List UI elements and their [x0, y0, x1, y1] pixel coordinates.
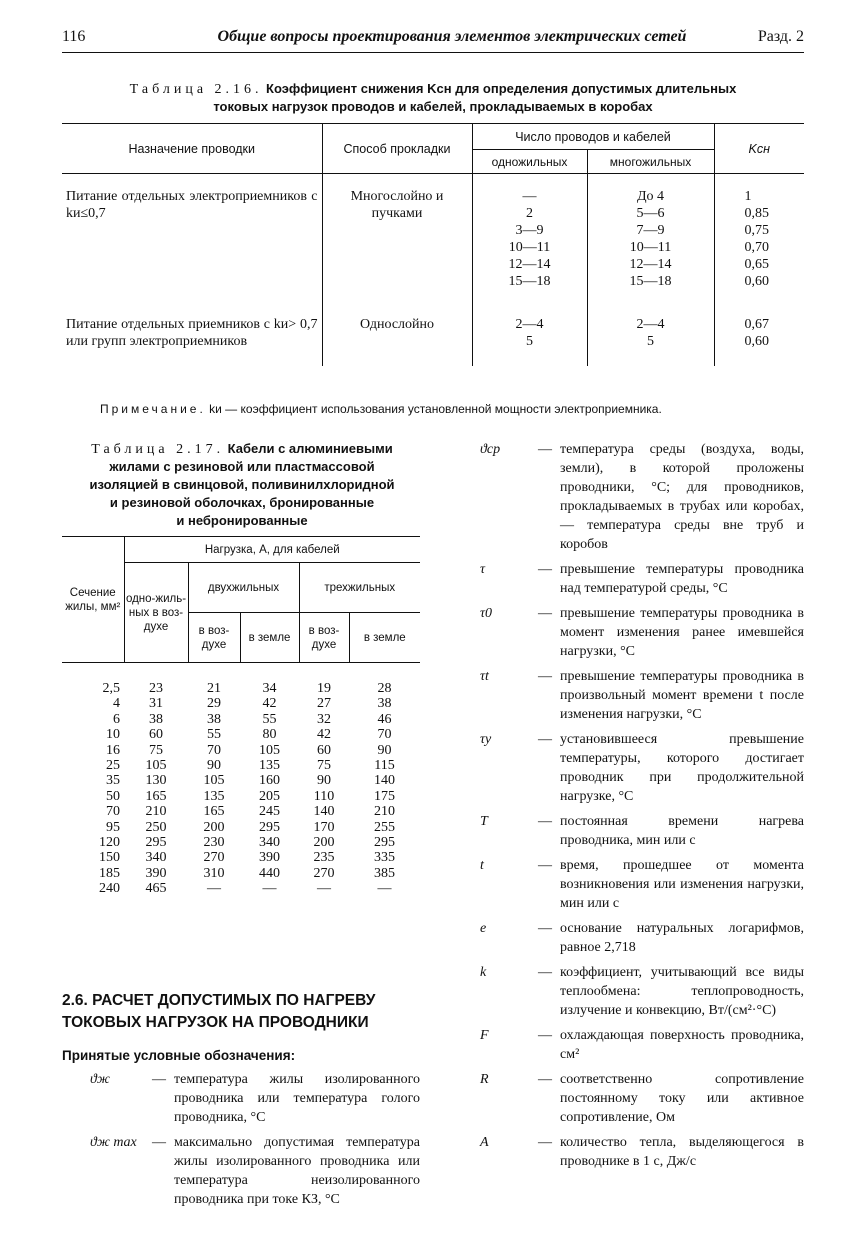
definition-text: основание натуральных логарифмов, равное 2,718: [560, 921, 804, 955]
definition-item: [62, 1070, 420, 1127]
cell-value: 165: [145, 788, 167, 804]
definition-symbol: e: [480, 921, 487, 936]
cell-value: 200: [313, 835, 335, 851]
cell-section: 2,5: [102, 681, 120, 696]
definition-item: [480, 856, 804, 913]
header-triple: трехжильных: [299, 563, 420, 613]
header-air: в воз-духе: [299, 613, 349, 663]
table-row: [62, 712, 420, 727]
table-216-title-line2: токовых нагрузок проводов и кабелей, прокладываемых в коробах: [213, 99, 653, 114]
cell-value: 255: [374, 819, 395, 835]
cell-value: 38: [149, 711, 163, 727]
definition-symbol: t: [480, 858, 484, 873]
cell-value: 105: [259, 742, 280, 758]
definition-item: [480, 963, 804, 1020]
dash-separator: —: [538, 921, 552, 936]
cell-value: —: [262, 881, 277, 897]
table-row: [62, 820, 420, 835]
definition-symbol: F: [480, 1028, 489, 1043]
cell-section: 240: [99, 881, 120, 897]
cell-value: 70: [207, 742, 221, 758]
dash-separator: —: [152, 1135, 166, 1150]
header-air: в воз-духе: [188, 613, 240, 663]
cell-value: 90: [377, 742, 392, 758]
left-definitions: [62, 1070, 420, 1215]
table-217-title-line: изоляцией в свинцовой, поливинилхлоридной: [89, 477, 395, 492]
cell-value: 90: [207, 758, 221, 774]
table-217-title-line: и небронированные: [176, 513, 308, 528]
table-row: [62, 174, 804, 303]
definition-symbol: R: [480, 1072, 489, 1087]
cell-value: 200: [203, 819, 225, 835]
cell-value: 210: [374, 804, 395, 820]
table-row: [62, 773, 420, 788]
cell-k: 1 0,85 0,75 0,70 0,65 0,60: [744, 189, 769, 289]
cell-value: 70: [377, 727, 392, 743]
cell-value: —: [317, 881, 331, 897]
cell-multi: До 4 5—6 7—9 10—11 12—14 15—18: [587, 174, 714, 303]
dash-separator: —: [538, 732, 552, 747]
cell-value: 23: [149, 681, 163, 696]
cell-value: 38: [207, 711, 221, 727]
cell-value: —: [377, 881, 392, 897]
dash-separator: —: [538, 1028, 552, 1043]
cell-value: 140: [313, 804, 335, 820]
definition-item: [480, 440, 804, 554]
cell-value: 440: [259, 865, 280, 881]
definition-text: время, прошедшее от момента возникновения или изменения нагрузки, мин или с: [560, 858, 804, 911]
cell-value: 55: [207, 727, 221, 743]
table-row: [62, 866, 420, 881]
table-217-title-line: и резиновой оболочках, бронированные: [109, 495, 375, 510]
definition-text: охлаждающая поверхность проводника, см²: [560, 1028, 804, 1062]
cell-value: 165: [203, 804, 225, 820]
definition-symbol: k: [480, 965, 487, 980]
cell-method: Однослойно: [322, 302, 472, 366]
definition-item: [480, 730, 804, 806]
cell-value: 170: [313, 819, 335, 835]
cell-purpose: Питание отдельных электроприемников с kи≤0,7: [62, 174, 322, 303]
cell-value: —: [207, 881, 221, 897]
dash-separator: —: [538, 562, 552, 577]
cell-section: 25: [106, 758, 120, 774]
cell-purpose: Питание отдельных приемников с kи> 0,7 или групп электроприемников: [62, 302, 322, 366]
cell-value: 270: [203, 850, 225, 866]
definition-item: [480, 1133, 804, 1171]
definition-symbol: ϑж: [90, 1072, 110, 1087]
cell-section: 50: [106, 788, 120, 804]
dash-separator: —: [538, 669, 552, 684]
cell-value: 105: [203, 773, 225, 789]
header-ground: в земле: [240, 613, 299, 663]
cell-single: 2—4 5: [472, 302, 587, 366]
cell-multi: 2—4 5: [587, 302, 714, 366]
cell-value: 38: [377, 696, 392, 712]
dash-separator: —: [538, 606, 552, 621]
dash-separator: —: [538, 858, 552, 873]
cell-value: 295: [145, 835, 167, 851]
cell-value: 31: [149, 696, 163, 712]
definition-item: [480, 1026, 804, 1064]
dash-separator: —: [538, 1072, 552, 1087]
definition-text: максимально допустимая температура жилы изолированного проводника или температура неизолированного проводника при токе КЗ, °С: [174, 1135, 420, 1207]
cell-value: 135: [259, 758, 280, 774]
cell-value: 340: [145, 850, 167, 866]
cell-value: 140: [374, 773, 395, 789]
cell-section: 70: [106, 804, 120, 820]
definition-text: соответственно сопротивление постоянному току или активное сопротивление, Ом: [560, 1072, 804, 1125]
page-number: 116: [62, 28, 86, 45]
table-row: [62, 758, 420, 773]
table-row: [62, 727, 420, 742]
cell-section: 6: [113, 711, 120, 727]
cell-value: 32: [317, 711, 331, 727]
cell-value: 465: [145, 881, 167, 897]
page-header: [62, 28, 804, 50]
header-double: двухжильных: [188, 563, 299, 613]
cell-section: 150: [99, 850, 120, 866]
table-row: [62, 663, 420, 697]
table-216-note: [100, 402, 662, 416]
cell-value: 295: [374, 835, 395, 851]
definition-item: [480, 667, 804, 724]
cell-value: 135: [203, 788, 225, 804]
cell-section: 4: [113, 696, 120, 712]
cell-value: 335: [374, 850, 395, 866]
definition-symbol: τt: [480, 669, 489, 684]
table-216-title-line1: Коэффициент снижения Kсн для определения допустимых длительных: [266, 81, 737, 96]
definition-symbol: A: [480, 1135, 489, 1150]
header-rule: [62, 52, 804, 53]
definition-text: установившееся превышение температуры, которого достигает проводник при продолжительной нагрузке, °С: [560, 732, 804, 804]
cell-value: 205: [259, 788, 280, 804]
table-217-title-line: Кабели с алюминиевыми: [227, 441, 393, 456]
cell-value: 21: [207, 681, 221, 696]
cell-value: 19: [317, 681, 331, 696]
definition-text: температура жилы изолированного проводника или температура голого проводника, °С: [174, 1072, 420, 1125]
running-title: Общие вопросы проектирования элементов электрических сетей: [217, 28, 687, 45]
cell-value: 60: [317, 742, 331, 758]
cell-section: 185: [99, 865, 120, 881]
definition-item: [480, 560, 804, 598]
definition-text: превышение температуры проводника в момент изменения ранее имевшейся нагрузки, °С: [560, 606, 804, 659]
right-definitions: [480, 440, 804, 1177]
definition-text: постоянная времени нагрева проводника, мин или с: [560, 814, 804, 848]
cell-value: 245: [259, 804, 280, 820]
cell-value: 27: [317, 696, 331, 712]
cell-value: 270: [313, 865, 335, 881]
definition-text: коэффициент, учитывающий все виды теплообмена: теплопроводность, излучение и конвекцию, Вт/(см²·°С): [560, 965, 804, 1018]
table-216-caption: [62, 80, 804, 116]
cell-value: 55: [262, 711, 277, 727]
header-single: одно-жиль-ных в воз-духе: [124, 563, 188, 663]
definition-symbol: T: [480, 814, 488, 829]
cell-value: 310: [203, 865, 225, 881]
table-217-caption: [62, 440, 422, 530]
cell-value: 130: [145, 773, 167, 789]
cell-section: 35: [106, 773, 120, 789]
section-label: Разд. 2: [757, 28, 804, 45]
cell-value: 60: [149, 727, 163, 743]
cell-value: 75: [149, 742, 163, 758]
cell-value: 175: [374, 788, 395, 804]
cell-value: 28: [377, 681, 392, 696]
header-k: Kсн: [714, 124, 804, 174]
dash-separator: —: [538, 442, 552, 457]
cell-value: 390: [145, 865, 167, 881]
cell-section: 95: [106, 819, 120, 835]
definition-item: [480, 1070, 804, 1127]
table-row: [62, 881, 420, 896]
dash-separator: —: [152, 1072, 166, 1087]
cell-value: 42: [262, 696, 277, 712]
definition-symbol: τу: [480, 732, 492, 747]
definition-symbol: τ0: [480, 606, 493, 621]
header-method: Способ прокладки: [322, 124, 472, 174]
section-title: 2.6. РАСЧЕТ ДОПУСТИМЫХ ПО НАГРЕВУ ТОКОВЫХ НАГРУЗОК НА ПРОВОДНИКИ: [62, 992, 376, 1031]
cell-value: 250: [145, 819, 167, 835]
definition-item: [62, 1133, 420, 1209]
cell-value: 295: [259, 819, 280, 835]
table-row: [62, 743, 420, 758]
definition-text: превышение температуры проводника над температурой среды, °С: [560, 562, 804, 596]
cell-value: 210: [145, 804, 167, 820]
cell-value: 340: [259, 835, 280, 851]
definition-item: [480, 919, 804, 957]
cell-value: 385: [374, 865, 395, 881]
definition-symbol: ϑср: [480, 442, 501, 457]
definition-symbol: ϑж max: [90, 1135, 137, 1150]
cell-k: 0,67 0,60: [744, 317, 769, 349]
cell-value: 110: [313, 788, 335, 804]
header-purpose: Назначение проводки: [62, 124, 322, 174]
note-label: Примечание.: [100, 402, 206, 416]
table-row: [62, 850, 420, 865]
cell-value: 46: [377, 711, 392, 727]
cell-section: 10: [106, 727, 120, 743]
dash-separator: —: [538, 965, 552, 980]
header-ground: в земле: [349, 613, 420, 663]
cell-value: 105: [145, 758, 167, 774]
header-count: Число проводов и кабелей: [472, 124, 714, 150]
definition-text: температура среды (воздуха, воды, земли), в которой проложены проводники, °С; для проводников, прокладываемых в трубах или коробах,— температура среды вне труб и коробов: [560, 442, 804, 552]
table-217-body: [62, 663, 420, 897]
header-multi: многожильных: [587, 150, 714, 174]
table-row: [62, 835, 420, 850]
definition-item: [480, 604, 804, 661]
table-row: [62, 804, 420, 819]
definition-text: превышение температуры проводника в произвольный момент времени t после изменения нагрузки, °С: [560, 669, 804, 722]
definition-item: [480, 812, 804, 850]
cell-section: 120: [99, 835, 120, 851]
header-load: Нагрузка, А, для кабелей: [124, 537, 420, 563]
cell-value: 390: [259, 850, 280, 866]
cell-value: 34: [262, 681, 277, 696]
header-section: Сечение жилы, мм²: [62, 537, 124, 663]
cell-value: 75: [317, 758, 331, 774]
notation-subtitle: Принятые условные обозначения:: [62, 1048, 296, 1063]
cell-value: 42: [317, 727, 331, 743]
cell-method: Многослойно и пучками: [322, 174, 472, 303]
dash-separator: —: [538, 1135, 552, 1150]
table-row: [62, 302, 804, 366]
cell-value: 235: [313, 850, 335, 866]
note-text: kи — коэффициент использования установленной мощности электроприемника.: [209, 402, 662, 416]
cell-value: 115: [374, 758, 395, 774]
cell-value: 80: [262, 727, 277, 743]
dash-separator: —: [538, 814, 552, 829]
cell-value: 230: [203, 835, 225, 851]
header-single: одножильных: [472, 150, 587, 174]
table-217: [62, 536, 420, 897]
table-216: [62, 123, 804, 366]
definition-text: количество тепла, выделяющегося в проводнике в 1 с, Дж/с: [560, 1135, 804, 1169]
cell-single: — 2 3—9 10—11 12—14 15—18: [472, 174, 587, 303]
cell-value: 29: [207, 696, 221, 712]
table-217-label: Таблица 2.17.: [91, 442, 225, 457]
table-row: [62, 696, 420, 711]
table-row: [62, 789, 420, 804]
table-217-title-line: жилами с резиновой или пластмассовой: [109, 459, 375, 474]
definition-symbol: τ: [480, 562, 486, 577]
cell-section: 16: [106, 742, 120, 758]
cell-value: 160: [259, 773, 280, 789]
cell-value: 90: [317, 773, 331, 789]
table-216-label: Таблица 2.16.: [129, 82, 263, 97]
